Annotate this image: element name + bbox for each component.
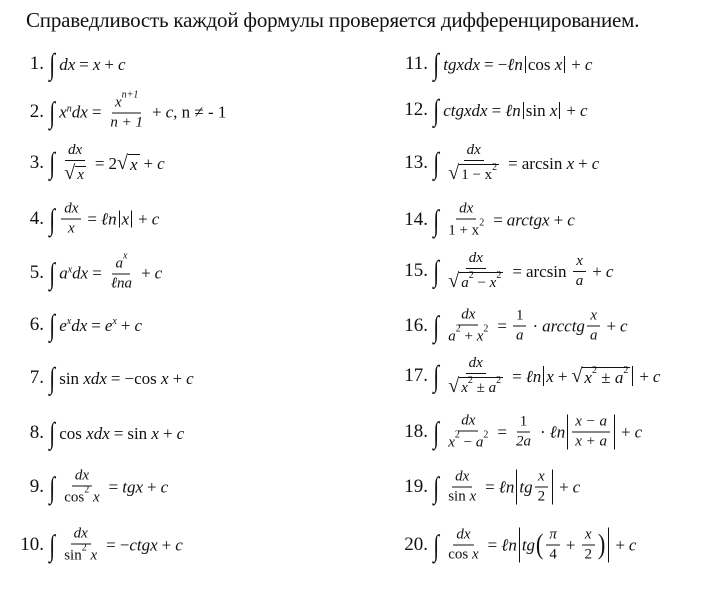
integral-sign-icon: ∫ — [433, 94, 439, 127]
integral-sign-icon: ∫ — [433, 147, 439, 180]
integral-sign-icon: ∫ — [49, 362, 55, 395]
formula-number: 13. — [404, 152, 428, 173]
formula-5: ∫ a $^x$ dx = $\frac{a^x}{\text{ℓna}}$ + c — [49, 250, 163, 292]
formula-number: 14. — [404, 209, 428, 230]
formula-number: 1. — [29, 53, 44, 74]
integral-sign-icon: ∫ — [49, 203, 55, 236]
formula-7: ∫ sin x dx = − cos x + c — [49, 362, 194, 395]
integral-sign-icon: ∫ — [49, 529, 55, 562]
integral-sign-icon: ∫ — [433, 310, 439, 343]
formula-number: 10. — [20, 534, 44, 555]
formula-6: ∫ e $^x$ dx = e $^x$ + c — [49, 309, 142, 342]
formula-number: 12. — [404, 99, 428, 120]
formula-number: 16. — [404, 315, 428, 336]
integral-sign-icon: ∫ — [49, 417, 55, 450]
integral-sign-icon: ∫ — [433, 204, 439, 237]
formula-number: 17. — [404, 365, 428, 386]
integral-sign-icon: ∫ — [49, 147, 55, 180]
formula-number: 11. — [404, 53, 428, 74]
formula-number: 6. — [29, 314, 44, 335]
formula-12: ∫ ctg x dx = ℓn sin x + c — [433, 94, 588, 127]
formula-4: ∫ $\frac{dx}{x}$ = ℓn x + c — [49, 200, 160, 237]
integral-sign-icon: ∫ — [433, 360, 439, 393]
formula-number: 3. — [29, 152, 44, 173]
formula-20: ∫ $\frac{dx}{\text{cos x}}$ = ℓn tg ( $\frac{\pi}{4}$ + $\frac{x}{2}$ ) + c — [433, 526, 637, 563]
formula-number: 8. — [29, 422, 44, 443]
integral-sign-icon: ∫ — [49, 96, 55, 129]
formula-17: ∫ dx √ $x^2 \pm a^2$ = ℓn x + √ $x^2 \pm a^2$ + c — [433, 355, 661, 397]
formula-number: 15. — [404, 260, 428, 281]
formula-18: ∫ $\frac{dx}{x^2 - a^2}$ = $\frac{1}{2a}$ · ℓn $\frac{x - a}{x + a}$ + c — [433, 412, 643, 451]
formula-8: ∫ cos x dx = sin x + c — [49, 417, 185, 450]
formula-number: 2. — [29, 101, 44, 122]
formula-number: 5. — [29, 262, 44, 283]
formula-number: 9. — [29, 476, 44, 497]
page-title: Справедливость каждой формулы проверяется дифференцированием. — [26, 8, 640, 32]
integral-sign-icon: ∫ — [49, 257, 55, 290]
integral-sign-icon: ∫ — [49, 471, 55, 504]
formula-10: ∫ $\frac{dx}{\sin^2 x}$ = − ctg x + c — [49, 525, 183, 564]
formula-number: 7. — [29, 367, 44, 388]
formula-13: ∫ dx √ $1 - x^2$ = arcsin x + c — [433, 142, 600, 184]
formula-16: ∫ $\frac{dx}{a^2 + x^2}$ = $\frac{1}{a}$ · arcctg $\frac{x}{a}$ + c — [433, 306, 628, 345]
integral-sign-icon: ∫ — [49, 48, 55, 81]
formula-3: ∫ dx √ x = 2 √ x + c — [49, 142, 165, 184]
formula-19: ∫ $\frac{dx}{\text{sin x}}$ = ℓn tg $\frac{x}{2}$ + c — [433, 468, 581, 505]
integral-sign-icon: ∫ — [433, 48, 439, 81]
integral-sign-icon: ∫ — [49, 309, 55, 342]
formula-number: 20. — [404, 534, 428, 555]
integral-sign-icon: ∫ — [433, 416, 439, 449]
formula-1: ∫ dx = x + c — [49, 48, 126, 81]
integral-sign-icon: ∫ — [433, 255, 439, 288]
formula-number: 18. — [404, 421, 428, 442]
formula-11: ∫ tg x dx = − ℓn cos x + c — [433, 48, 593, 81]
integral-sign-icon: ∫ — [433, 529, 439, 562]
formula-9: ∫ $\frac{dx}{\cos^2 x}$ = tg x + c — [49, 467, 169, 506]
integral-sign-icon: ∫ — [433, 471, 439, 504]
formula-2: ∫ x $^n$ dx = $\frac{x^{n+1}}{n + 1}$ + c , n ≠ - 1 — [49, 89, 227, 131]
formula-14: ∫ $\frac{dx}{1 + x^2}$ = arctg x + c — [433, 200, 575, 239]
formula-15: ∫ dx √ $a^2 - x^2$ = arcsin $\frac{x}{a}$ + c — [433, 250, 614, 292]
formula-number: 4. — [29, 208, 44, 229]
formula-number: 19. — [404, 476, 428, 497]
